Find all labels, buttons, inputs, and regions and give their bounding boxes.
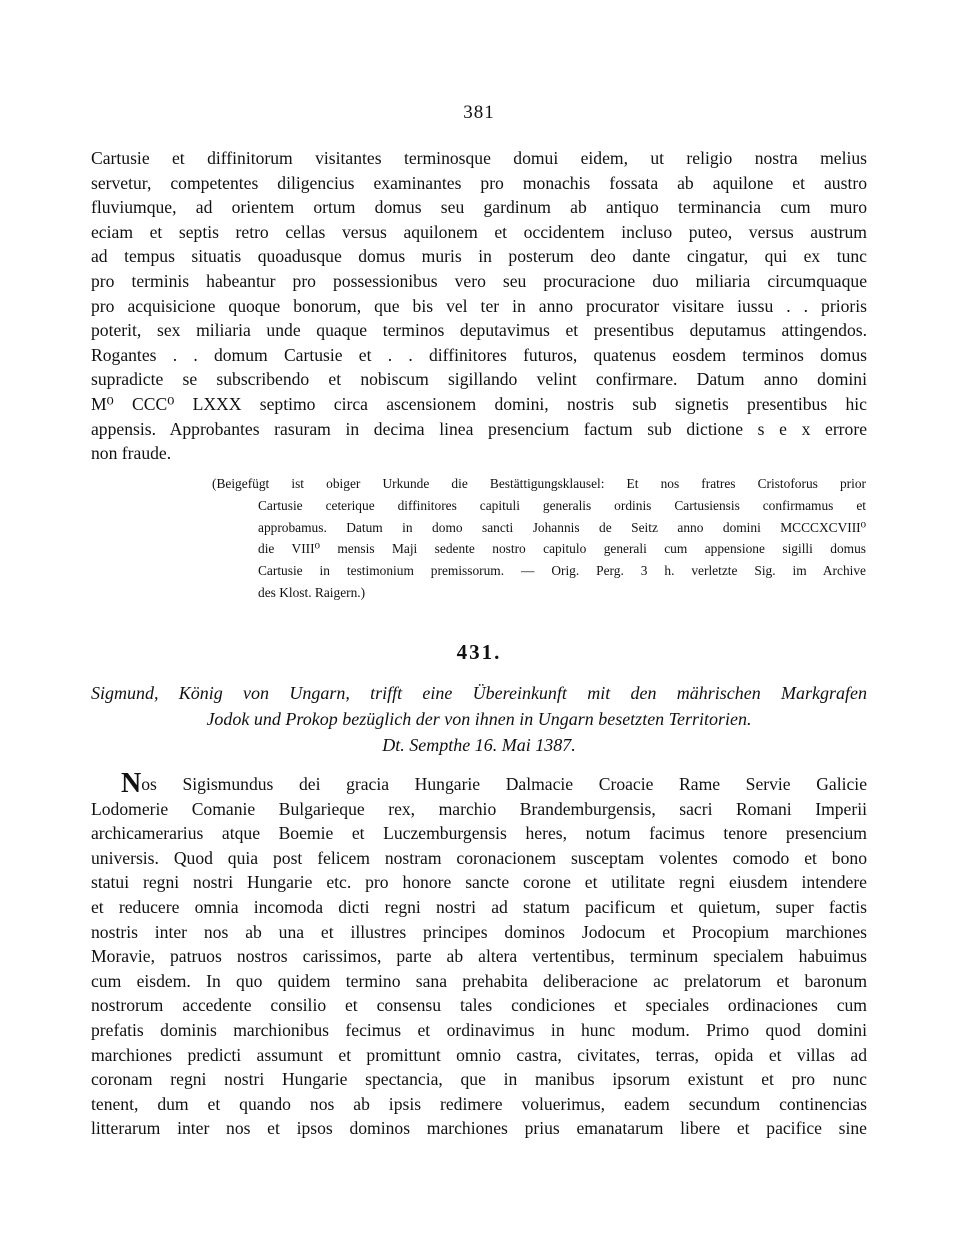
text-line: Moravie, patruos nostros carissimos, parte ab altera vertentibus, terminum specialem habuimus [91,946,867,967]
text-line: fluviumque, ad orientem ortum domus seu gardinum ab antiquo terminancia cum muro [91,197,867,218]
text-line: nostrorum accedente consilio et consensu tales condiciones et speciales ordinaciones cum [91,995,867,1016]
first-line-text: os Sigismundus dei gracia Hungarie Dalmacie Croacie Rame Servie Galicie [141,774,867,794]
continuation-text [91,146,867,466]
heading-line: Dt. Sempthe 16. Mai 1387. [382,735,576,755]
note-line: approbamus. Datum in domo sancti Johannis de Seitz anno domini MCCCXCVIII⁰ [258,519,866,535]
text-line: M⁰ CCC⁰ LXXX septimo circa ascensionem domini, nostris sub signetis presentibus hic [91,393,867,414]
heading-line: Jodok und Prokop bezüglich der von ihnen in Ungarn besetzten Territorien. [206,709,752,729]
text-line: marchiones predicti assumunt et promittunt omnio castra, civitates, terras, opida et villas ad [91,1044,867,1065]
text-line: archicamerarius atque Boemie et Luczemburgensis heres, notum facimus tenore presencium [91,823,867,844]
text-line: ad tempus situatis quoadusque domus muris in posterum deo dante cingatur, qui ex tunc [91,246,867,267]
document-number: 431. [456,640,502,664]
main-text [91,772,867,1141]
text-line: supradicte se subscribendo et nobiscum sigillando velint confirmare. Datum anno domini [91,369,867,390]
text-line: Lodomerie Comanie Bulgarieque rex, marchio Brandemburgensis, sacri Romani Imperii [91,798,867,819]
document-heading [91,680,867,758]
text-line: nostris inter nos ab una et illustres principes dominos Jodocum et Procopium marchiones [91,921,867,942]
text-line: tenent, dum et quando nos ab ipsis redimere voluerimus, eadem secundum continencias [91,1093,867,1114]
drop-initial: N [121,772,142,797]
note-line: Cartusie ceterique diffinitores capituli generalis ordinis Cartusiensis confirmamus et [258,497,866,513]
text-line: Cartusie et diffinitorum visitantes terminosque domui eidem, ut religio nostra melius [91,148,867,168]
text-line: appensis. Approbantes rasuram in decima linea presencium factum sub dictione s e x errore [91,418,867,439]
text-line: servetur, competentes diligencius examinantes pro monachis fossata ab aquilone et austro [91,172,867,193]
text-line: coronam regni nostri Hungarie spectancia, que in manibus ipsorum existunt et pro nunc [91,1069,867,1090]
note-line: (Beigefügt ist obiger Urkunde die Bestättigungsklausel: Et nos fratres Cristoforus prior [212,476,866,491]
text-line: pro acquisicione quoque bonorum, que bis vel ter in anno procurator visitare iussu . . prioris [91,295,867,316]
text-line: cum eisdem. In quo quidem termino sana prehabita deliberacione ac prelatorum et baronum [91,970,867,991]
note-line: des Klost. Raigern.) [258,584,366,600]
note-line: Cartusie in testimonium premissorum. — Orig. Perg. 3 h. verletzte Sig. im Archive [258,563,866,579]
heading-line: Sigmund, König von Ungarn, trifft eine Übereinkunft mit den mährischen Markgrafen [91,683,867,703]
page-number: 381 [463,102,495,123]
text-line: universis. Quod quia post felicem nostram coronacionem susceptam volentes comodo et bono [91,847,867,868]
text-line: Rogantes . . domum Cartusie et . . diffinitores futuros, quatenus eosdem terminos domus [91,344,867,365]
text-line: prefatis dominis marchionibus fecimus et ordinavimus in hunc modum. Primo quod domini [91,1019,867,1040]
text-line: pro terminis habeantur pro possessionibus vero seu procuracione duo miliaria circumquaque [91,270,867,291]
editorial-note [212,473,866,604]
text-line: et reducere omnia incomoda dicti regni nostri ad statum pacificum et quietum, super factis [91,896,867,917]
text-line: poterit, sex miliaria unde quaque terminos deputavimus et presentibus deputamus attingendos. [91,320,867,341]
text-line-first [91,772,867,797]
text-line: eciam et septis retro cellas versus aquilonem et occidentem incluso puteo, versus austrum [91,221,867,242]
note-line: die VIII⁰ mensis Maji sedente nostro capitulo generali cum appensione sigilli domus [258,541,866,557]
text-line: litterarum inter nos et ipsos dominos marchiones prius emanatarum libere et pacifice sine [91,1118,867,1139]
text-line: non fraude. [91,443,172,464]
text-line: statui regni nostri Hungarie etc. pro honore sancte corone et utilitate regni eiusdem intendere [91,872,867,893]
